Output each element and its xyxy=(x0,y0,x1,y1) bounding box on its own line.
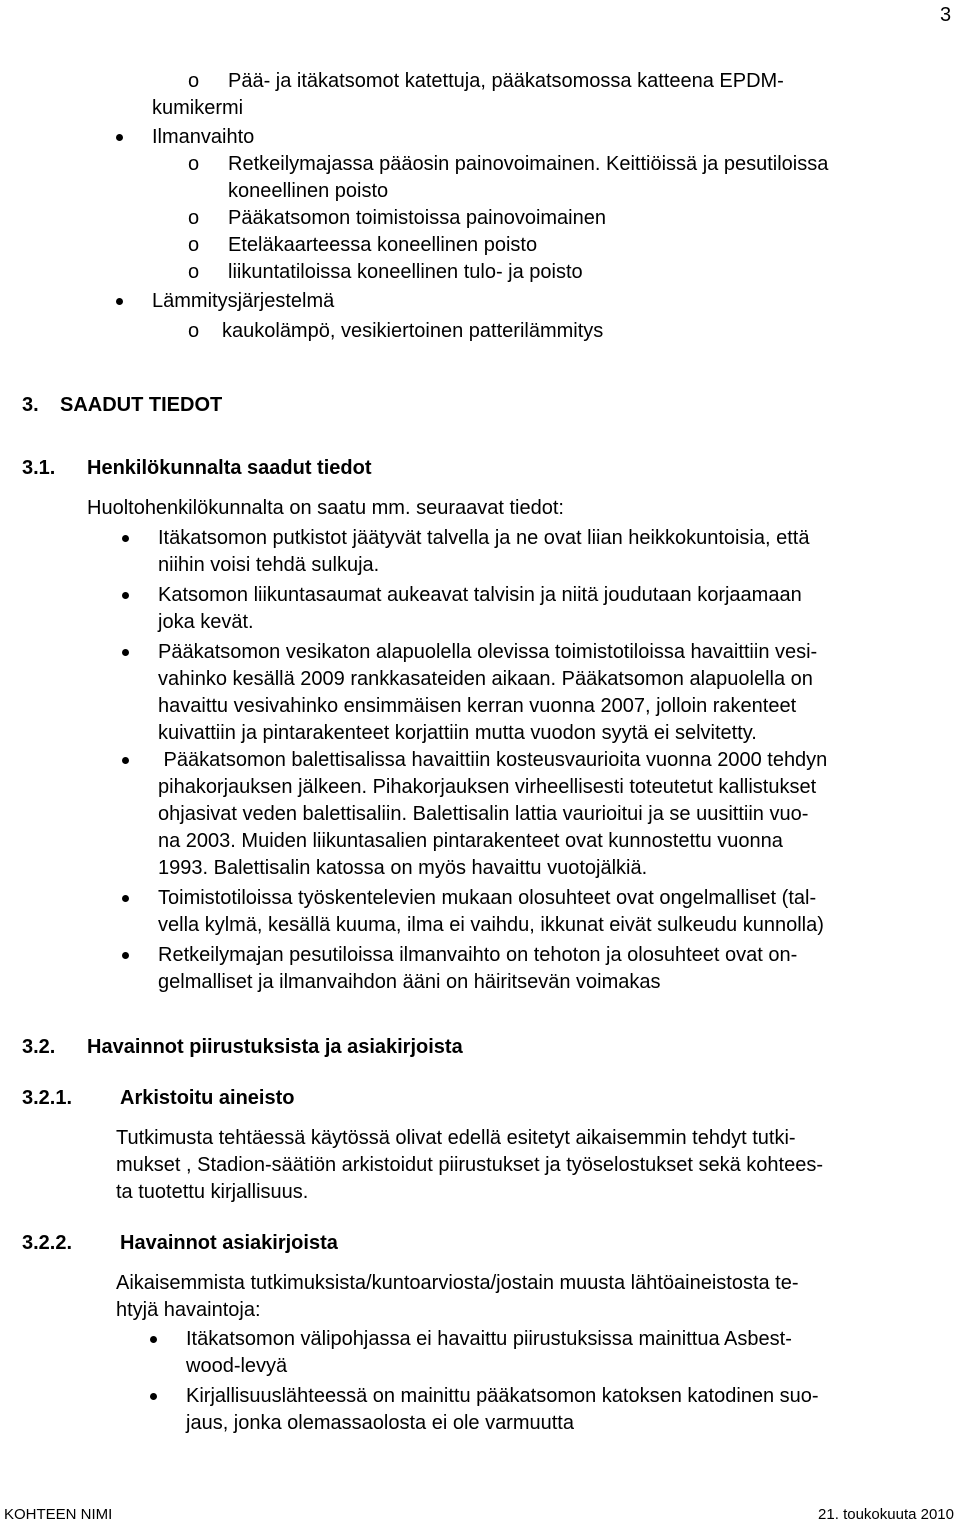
list-item-text: Itäkatsomon välipohjassa ei havaittu piirustuksissa mainittua Asbest- xyxy=(186,1328,792,1350)
sub-bullet-marker: o xyxy=(188,70,200,92)
section-number: 3.2. xyxy=(22,1036,56,1058)
paragraph-text: ta tuotettu kirjallisuus. xyxy=(116,1181,309,1203)
list-item-heading: Ilmanvaihto xyxy=(152,126,255,148)
list-item-text: Toimistotiloissa työskentelevien mukaan olosuhteet ovat ongelmalliset (tal- xyxy=(158,887,817,909)
list-item-text: ohjasivat veden balettisaliin. Balettisalin lattia vaurioitui ja se uusittiin vuo- xyxy=(158,803,809,825)
list-item-text: Pääkatsomon vesikaton alapuolella olevissa toimistotiloissa havaittiin vesi- xyxy=(158,641,818,663)
paragraph-text: Aikaisemmista tutkimuksista/kuntoarviosta/jostain muusta lähtöaineistosta te- xyxy=(116,1272,799,1294)
list-item-text: Katsomon liikuntasaumat aukeavat talvisin ja niitä joudutaan korjaamaan xyxy=(158,584,802,606)
list-item-text: vella kylmä, kesällä kuuma, ilma ei vaihdu, ikkunat eivät sulkeudu kunnolla) xyxy=(158,914,824,936)
section-title: Arkistoitu aineisto xyxy=(120,1087,295,1109)
bullet-marker xyxy=(150,1383,160,1410)
sub-bullet-marker: o xyxy=(188,234,200,256)
bullet-marker xyxy=(122,942,132,969)
list-item-text: niihin voisi tehdä sulkuja. xyxy=(158,554,380,576)
list-item-text: wood-levyä xyxy=(186,1355,288,1377)
list-item-text: vahinko kesällä 2009 rankkasateiden aikaan. Pääkatsomon alapuolella on xyxy=(158,668,813,690)
section-title: SAADUT TIEDOT xyxy=(60,394,223,416)
list-item-text: jaus, jonka olemassaolosta ei ole varmuutta xyxy=(186,1412,574,1434)
list-item-text: Pääkatsomon toimistoissa painovoimainen xyxy=(228,207,606,229)
bullet-marker xyxy=(116,124,126,151)
footer-right: 21. toukokuuta 2010 xyxy=(818,1506,954,1523)
list-item-text: Eteläkaarteessa koneellinen poisto xyxy=(228,234,538,256)
paragraph-text: mukset , Stadion-säätiön arkistoidut piirustukset ja työselostukset sekä kohtees- xyxy=(116,1154,824,1176)
bullet-marker xyxy=(116,288,126,315)
paragraph-text: Tutkimusta tehtäessä käytössä olivat edellä esitetyt aikaisemmin tehdyt tutki- xyxy=(116,1127,796,1149)
sub-bullet-marker: o xyxy=(188,207,200,229)
list-item-text: na 2003. Muiden liikuntasalien pintarakenteet ovat kunnostettu vuonna xyxy=(158,830,783,852)
section-number: 3.2.2. xyxy=(22,1232,73,1254)
list-item-text: havaittu vesivahinko ensimmäisen kerran vuonna 2007, jolloin rakenteet xyxy=(158,695,797,717)
list-item-text: Retkeilymajan pesutiloissa ilmanvaihto on tehoton ja olosuhteet ovat on- xyxy=(158,944,798,966)
bullet-marker xyxy=(122,747,132,774)
list-item-text: kumikermi xyxy=(152,97,244,119)
section-title: Havainnot asiakirjoista xyxy=(120,1232,338,1254)
list-item-text: Kirjallisuuslähteessä on mainittu pääkatsomon katoksen katodinen suo- xyxy=(186,1385,819,1407)
list-item-text: Retkeilymajassa pääosin painovoimainen. Keittiöissä ja pesutiloissa xyxy=(228,153,829,175)
section-number: 3. xyxy=(22,394,39,416)
bullet-marker xyxy=(122,885,132,912)
list-item-text: joka kevät. xyxy=(158,611,254,633)
list-item-text: gelmalliset ja ilmanvaihdon ääni on häiritsevän voimakas xyxy=(158,971,661,993)
section-title: Havainnot piirustuksista ja asiakirjoista xyxy=(87,1036,463,1058)
paragraph-text: htyjä havaintoja: xyxy=(116,1299,261,1321)
sub-bullet-marker: o xyxy=(188,261,200,283)
section-title: Henkilökunnalta saadut tiedot xyxy=(87,457,372,479)
paragraph-text: Huoltohenkilökunnalta on saatu mm. seuraavat tiedot: xyxy=(87,497,564,519)
list-item-text: Pääkatsomon balettisalissa havaittiin kosteusvaurioita vuonna 2000 tehdyn xyxy=(158,749,828,771)
list-item-text: pihakorjauksen jälkeen. Pihakorjauksen virheellisesti toteutetut kallistukset xyxy=(158,776,817,798)
sub-bullet-marker: o xyxy=(188,320,200,342)
list-item-text: kaukolämpö, vesikiertoinen patterilämmitys xyxy=(222,320,604,342)
bullet-marker xyxy=(122,582,132,609)
section-number: 3.1. xyxy=(22,457,56,479)
list-item-text: koneellinen poisto xyxy=(228,180,389,202)
list-item-text: Itäkatsomon putkistot jäätyvät talvella ja ne ovat liian heikkokuntoisia, että xyxy=(158,527,810,549)
list-item-text: kuivattiin ja pintarakenteet korjattiin mutta vuodon syytä ei selvitetty. xyxy=(158,722,757,744)
list-item-heading: Lämmitysjärjestelmä xyxy=(152,290,335,312)
list-item-text: Pää- ja itäkatsomot katettuja, pääkatsomossa katteena EPDM- xyxy=(228,70,784,92)
bullet-marker xyxy=(150,1326,160,1353)
list-item-text: liikuntatiloissa koneellinen tulo- ja poisto xyxy=(228,261,583,283)
footer-left: KOHTEEN NIMI xyxy=(4,1506,113,1523)
bullet-marker xyxy=(122,639,132,666)
sub-bullet-marker: o xyxy=(188,153,200,175)
list-item-text: 1993. Balettisalin katossa on myös havaittu vuotojälkiä. xyxy=(158,857,648,879)
page-number: 3 xyxy=(940,4,952,26)
section-number: 3.2.1. xyxy=(22,1087,73,1109)
bullet-marker xyxy=(122,525,132,552)
